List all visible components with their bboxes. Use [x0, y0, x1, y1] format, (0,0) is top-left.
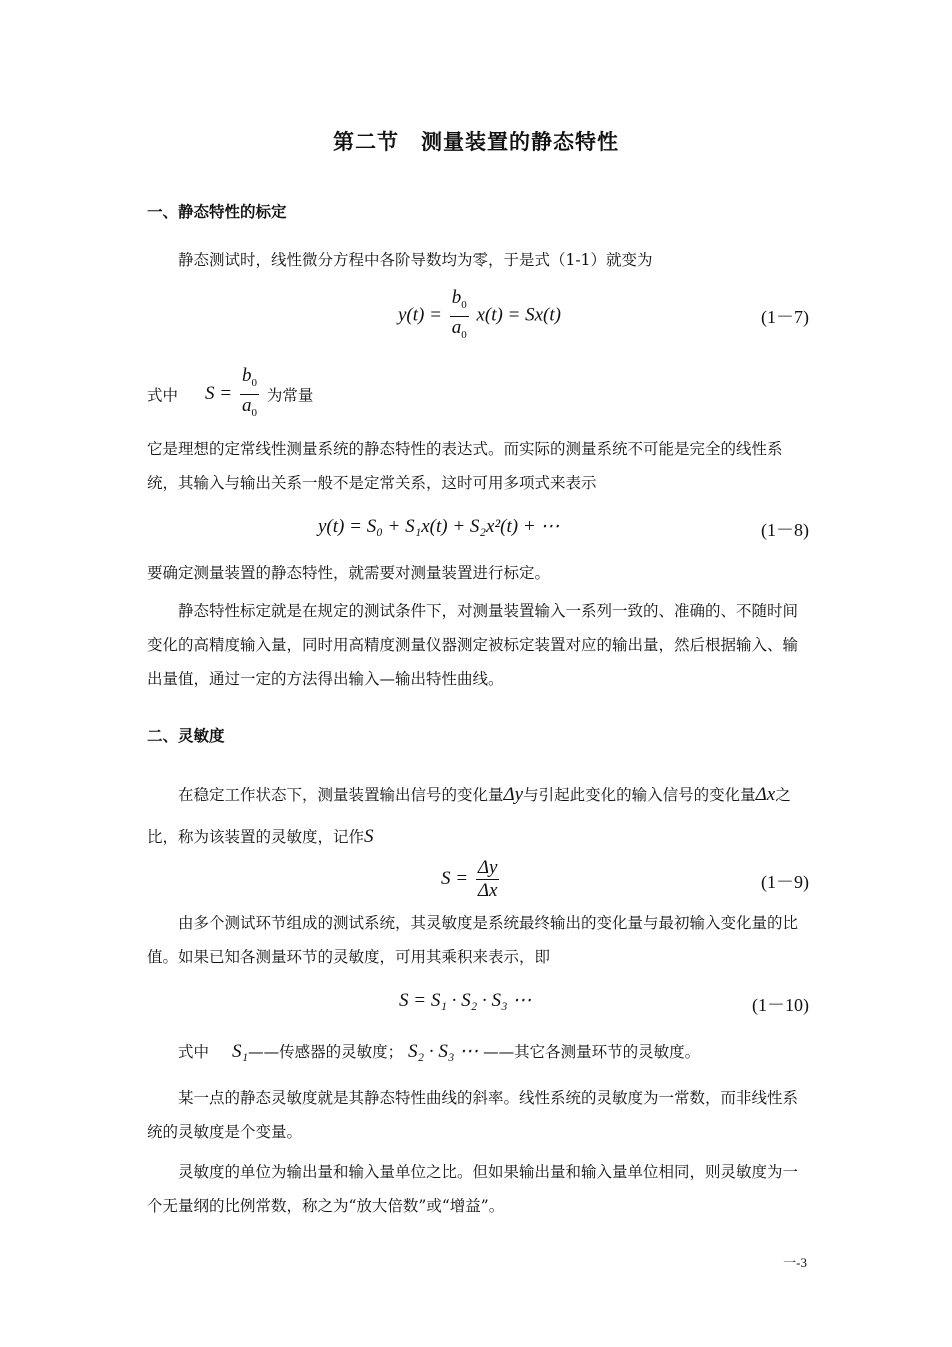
paragraph-sensitivity-def — [147, 774, 809, 858]
equation-1-10: S = S₁ · S₂ · S₃ ⋯ — [399, 990, 532, 1011]
def-numerator-sub: 0 — [251, 376, 257, 389]
equation-number-1-7: (1－7) — [761, 307, 809, 327]
paragraph-determine: 要确定测量装置的静态特性，就需要对测量装置进行标定。 — [147, 564, 551, 582]
def-lhs: S = — [204, 383, 233, 405]
eq1-numerator-sub: 0 — [461, 298, 467, 311]
def-denominator-sub: 0 — [251, 406, 257, 419]
sens-delta-y: Δy — [503, 784, 524, 805]
def2-prefix: 式中 — [178, 1043, 210, 1061]
paragraph-units: 灵敏度的单位为输出量和输入量单位之比。但如果输出量和输入量单位相同，则灵敏度为一个无量纲的比例常数，称之为“放大倍数”或“增益”。 — [147, 1163, 799, 1215]
def2-mid: ——传感器的灵敏度； — [248, 1043, 404, 1061]
paragraph-slope: 某一点的静态灵敏度就是其静态特性曲线的斜率。线性系统的灵敏度为一常数，而非线性系统的灵敏度是个变量。 — [147, 1089, 799, 1141]
sens-text-c: 之比，称为该装置的灵敏度，记作 — [147, 786, 791, 846]
def2-end: ——其它各测量环节的灵敏度。 — [483, 1043, 701, 1061]
paragraph-ideal-system: 它是理想的定常线性测量系统的静态特性的表达式。而实际的测量系统不可能是完全的线性系统，其输入与输出关系一般不是定常关系，这时可用多项式来表示 — [147, 440, 783, 492]
paragraph-calibration: 静态特性标定就是在规定的测试条件下，对测量装置输入一系列一致的、准确的、不随时间变化的高精度输入量，同时用高精度测量仪器测定被标定装置对应的输出量，然后根据输入、输出量值，通过一定的方法得出输入—输出特性曲线。 — [147, 602, 799, 688]
eq3-lhs: S = — [441, 867, 469, 889]
def-fraction — [240, 365, 259, 424]
def-denominator: a — [241, 394, 252, 416]
equation-number-1-10: (1－10) — [752, 995, 809, 1015]
equation-1-7 — [398, 287, 561, 346]
def2-s23: S₂ · S₃ ⋯ — [408, 1041, 479, 1062]
page-number: 一-3 — [783, 1255, 807, 1270]
sens-symbol-S: S — [364, 826, 374, 847]
definition-S — [147, 365, 313, 424]
section-heading-static-calibration: 一、静态特性的标定 — [147, 203, 287, 221]
section-heading-sensitivity: 二、灵敏度 — [147, 727, 225, 745]
def-numerator: b — [241, 365, 252, 386]
page-title: 第二节 测量装置的静态特性 — [333, 130, 619, 154]
eq3-numerator: Δy — [477, 857, 498, 878]
eq1-fraction — [450, 287, 469, 346]
eq1-rhs: x(t) = Sx(t) — [476, 304, 561, 326]
def-prefix: 式中 — [147, 386, 179, 405]
equation-1-9 — [441, 857, 502, 902]
equation-number-1-8: (1－8) — [761, 520, 809, 540]
sens-text-a: 在稳定工作状态下，测量装置输出信号的变化量 — [178, 786, 504, 804]
eq1-denominator-sub: 0 — [461, 328, 467, 341]
def-suffix: 为常量 — [266, 386, 314, 405]
equation-number-1-9: (1－9) — [761, 872, 809, 892]
definition-S1 — [178, 1040, 700, 1063]
eq1-lhs-text: y(t) = — [398, 304, 442, 326]
eq1-denominator: a — [451, 316, 462, 338]
eq1-numerator: b — [451, 287, 462, 308]
equation-1-8: y(t) = S₀ + S₁x(t) + S₂x²(t) + ⋯ — [318, 516, 560, 537]
paragraph-multi-stage: 由多个测试环节组成的测试系统，其灵敏度是系统最终输出的变化量与最初输入变化量的比值。如果已知各测量环节的灵敏度，可用其乘积来表示，即 — [147, 914, 799, 966]
sens-text-b: 与引起此变化的输入信号的变化量 — [523, 786, 756, 804]
eq3-fraction — [476, 857, 500, 902]
paragraph-static-test: 静态测试时，线性微分方程中各阶导数均为零，于是式（1-1）就变为 — [178, 251, 653, 269]
def2-s1: S₁ — [231, 1041, 249, 1062]
eq3-denominator: Δx — [477, 880, 498, 901]
sens-delta-x: Δx — [755, 784, 776, 805]
